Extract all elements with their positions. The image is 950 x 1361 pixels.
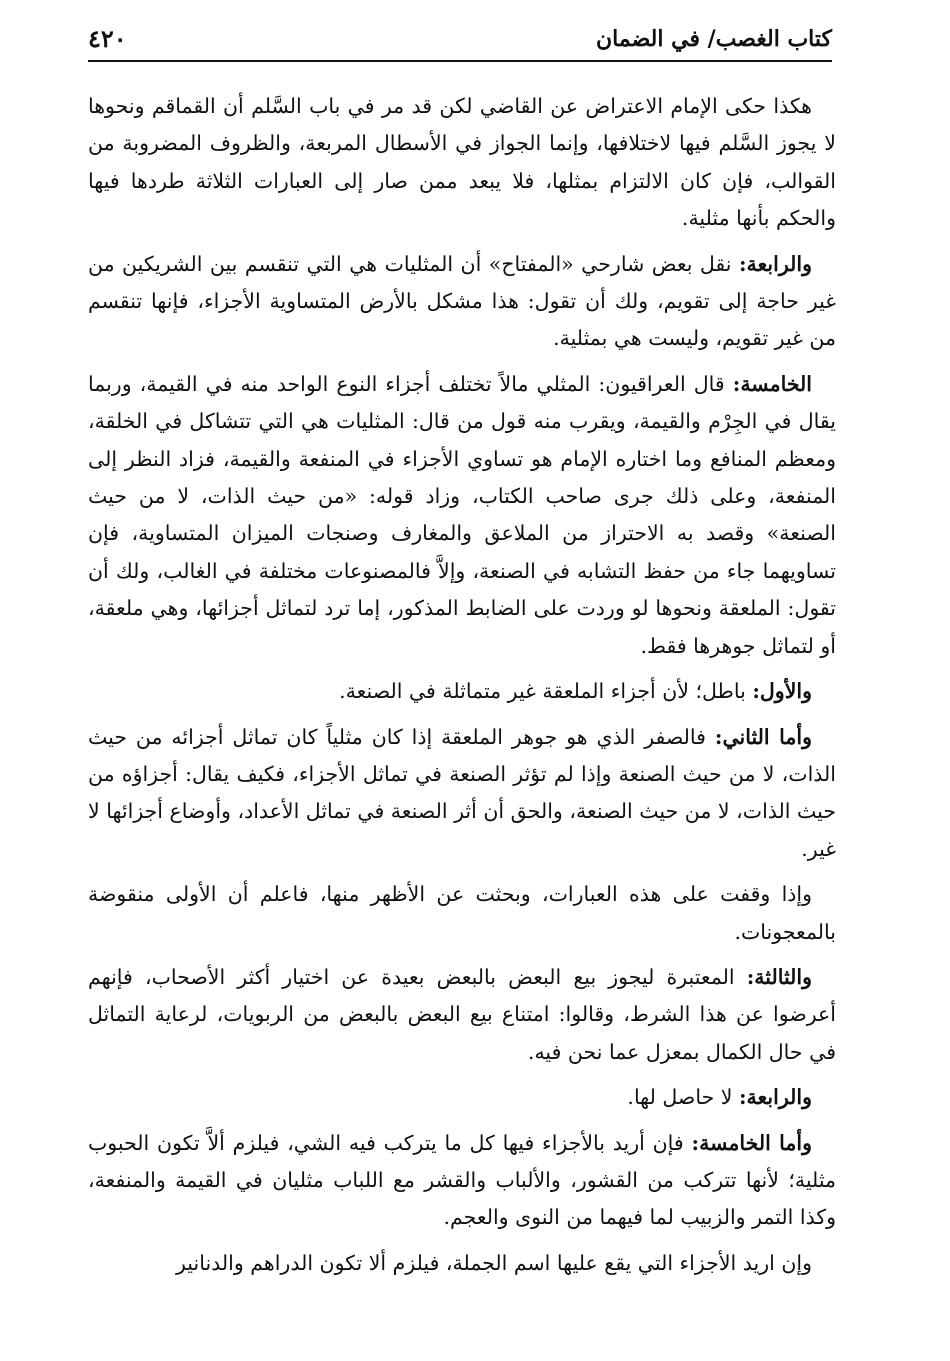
paragraph-lead: والثالثة: bbox=[746, 964, 812, 989]
paragraph-lead: والرابعة: bbox=[738, 251, 812, 276]
paragraph bbox=[88, 1245, 836, 1282]
paragraph-lead: الخامسة: bbox=[732, 371, 812, 396]
paragraph bbox=[88, 876, 836, 951]
page-header bbox=[88, 22, 832, 62]
paragraph-lead: والرابعة: bbox=[738, 1085, 812, 1110]
paragraph-lead: وأما الثاني: bbox=[714, 724, 812, 749]
paragraph-text: فالصفر الذي هو جوهر الملعقة إذا كان مثلياً كان تماثل أجزائه من حيث الذات، لا من حيث الصنعة وإذا لم تؤثر الصنعة في تماثل الأجزاء، فكيف يقال: أجزاؤه من حيث الذات، لا من حيث الصنعة، والحق أن أثر الصنعة في تماثل الأعداد، وأوضاع أجزائها لا غير. bbox=[88, 724, 836, 861]
paragraph-text: فإن أريد بالأجزاء فيها كل ما يتركب فيه الشي، فيلزم ألاَّ تكون الحبوب مثلية؛ لأنها تتركب من القشور، والألباب والقشر مع اللباب مثليان في القيمة والمنفعة، وكذا التمر والزبيب لما فيهما من النوى والعجم. bbox=[88, 1130, 836, 1230]
paragraph-text: وإن اريد الأجزاء التي يقع عليها اسم الجملة، فيلزم ألا تكون الدراهم والدنانير bbox=[176, 1250, 812, 1275]
page-number: ٤٢٠ bbox=[88, 24, 127, 53]
paragraph bbox=[88, 719, 836, 869]
paragraph-lead: والأول: bbox=[752, 679, 812, 704]
body-text bbox=[88, 88, 836, 1338]
paragraph bbox=[88, 1125, 836, 1237]
paragraph bbox=[88, 88, 836, 238]
paragraph bbox=[88, 246, 836, 358]
paragraph-lead: وأما الخامسة: bbox=[691, 1130, 812, 1155]
paragraph-text: المعتبرة ليجوز بيع البعض بالبعض بعيدة عن اختيار أكثر الأصحاب، فإنهم أعرضوا عن هذا الشرط، وقالوا: امتناع بيع البعض بالبعض من الربويات، لرعاية التماثل في حال الكمال بمعزل عما نحن فيه. bbox=[88, 964, 836, 1064]
paragraph bbox=[88, 673, 836, 710]
paragraph-text: لا حاصل لها. bbox=[627, 1085, 739, 1110]
paragraph-text: قال العراقيون: المثلي مالاً تختلف أجزاء النوع الواحد منه في القيمة، وربما يقال في الجِرْم والقيمة، ويقرب منه قول من قال: المثليات هي التي تتشاكل في الخلقة، ومعظم المنافع وما اختاره الإمام هو تساوي الأجزاء في المنفعة والقيمة، فزاد النظر إلى المنفعة، وعلى ذلك جرى صاحب الكتاب، وزاد قوله: «من حيث الذات، لا من حيث الصنعة» وقصد به الاحتراز من الملاعق والمغارف وصنجات الميزان المتساوية، فإن تساويهما جاء من حفظ التشابه في الصنعة، وإلاَّ فالمصنوعات مختلفة في الغالب، ولك أن تقول: الملعقة ونحوها لو وردت على الضابط المذكور، إما ترد لتماثل أجزائها، وهي ملعقة، أو لتماثل جوهرها فقط. bbox=[88, 371, 836, 658]
paragraph-text: نقل بعض شارحي «المفتاح» أن المثليات هي التي تنقسم بين الشريكين من غير حاجة إلى تقويم، ولك أن تقول: هذا مشكل بالأرض المتساوية الأجزاء، فإنها تنقسم من غير تقويم، وليست هي بمثلية. bbox=[88, 251, 836, 351]
paragraph-text: باطل؛ لأن أجزاء الملعقة غير متماثلة في الصنعة. bbox=[339, 679, 753, 704]
running-title: كتاب الغصب/ في الضمان bbox=[596, 26, 832, 52]
paragraph-text: هكذا حكى الإمام الاعتراض عن القاضي لكن قد مر في باب السَّلم أن القماقم ونحوها لا يجوز السَّلم فيها لاختلافها، وإنما الجواز في الأسطال المربعة، والظروف المضروبة من القوالب، فإن كان الالتزام بمثلها، فلا يبعد ممن صار إلى العبارات الثلاثة طردها فيها والحكم بأنها مثلية. bbox=[88, 94, 836, 231]
paragraph bbox=[88, 366, 836, 665]
paragraph bbox=[88, 959, 836, 1071]
paragraph bbox=[88, 1079, 836, 1116]
paragraph-text: وإذا وقفت على هذه العبارات، وبحثت عن الأظهر منها، فاعلم أن الأولى منقوضة بالمعجونات. bbox=[88, 882, 836, 944]
